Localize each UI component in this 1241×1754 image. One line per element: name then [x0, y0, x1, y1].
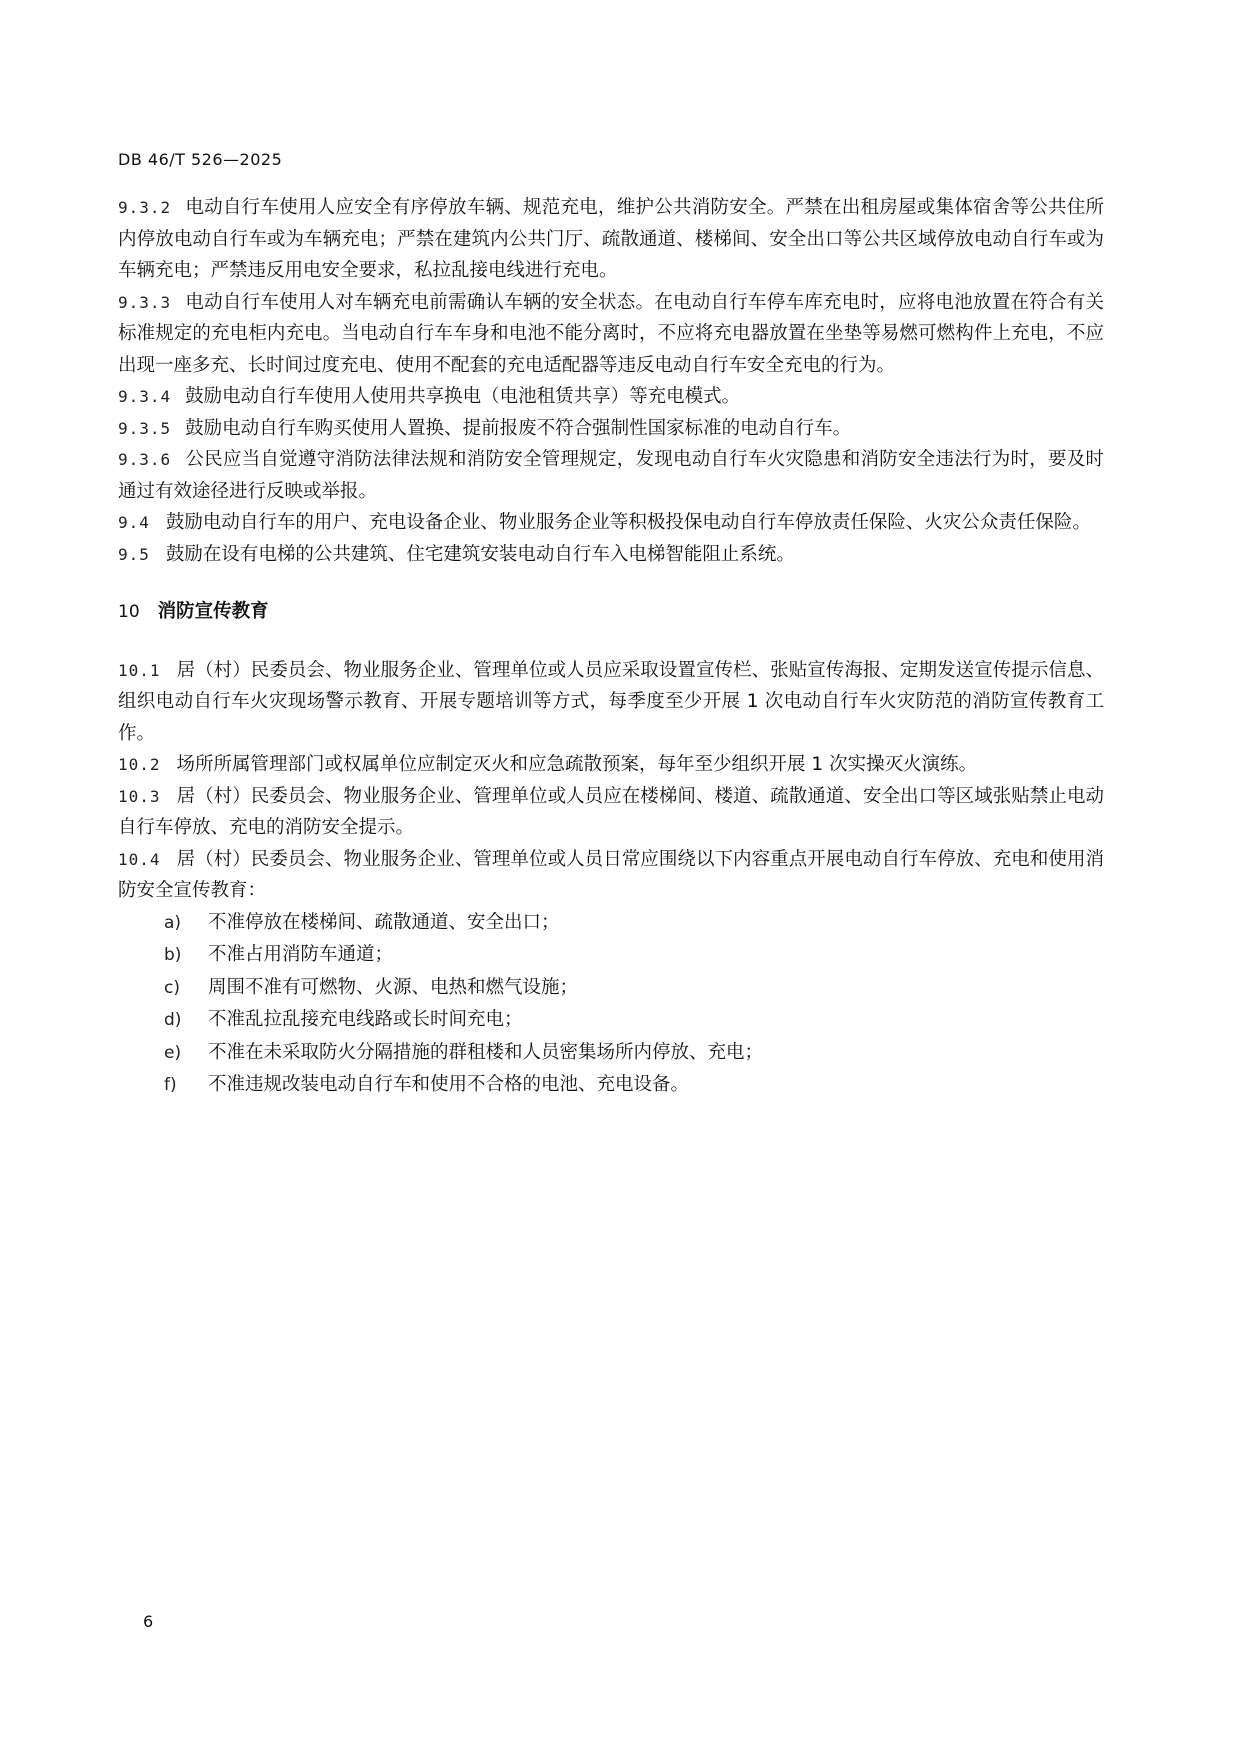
list-item-label: d): [164, 1010, 182, 1030]
clause-10-2: [118, 749, 1104, 781]
list-item: [164, 972, 1104, 1005]
clause-text: 居（村）民委员会、物业服务企业、管理单位或人员应采取设置宣传栏、张贴宣传海报、定期发送宣传提示信息、组织电动自行车火灾现场警示教育、开展专题培训等方式，每季度至少开展 1 次电动自行车火灾防范的消防宣传教育工作。: [118, 659, 1104, 744]
clause-text: 公民应当自觉遵守消防法律法规和消防安全管理规定，发现电动自行车火灾隐患和消防安全违法行为时，要及时通过有效途径进行反映或举报。: [118, 449, 1104, 502]
list-item: [164, 1069, 1104, 1102]
list-item-text: 不准停放在楼梯间、疏散通道、安全出口；: [208, 911, 560, 933]
clause-text: 鼓励电动自行车使用人使用共享换电（电池租赁共享）等充电模式。: [185, 386, 741, 407]
list-item-label: e): [164, 1042, 182, 1063]
list-item-text: 不准在未采取防火分隔措施的群租楼和人员密集场所内停放、充电；: [208, 1041, 764, 1063]
clause-9-4: [118, 507, 1104, 539]
clause-number: 9.3.5: [118, 418, 172, 438]
list-item: [164, 1037, 1104, 1070]
clause-number: 9.3.6: [118, 450, 172, 469]
clause-text: 居（村）民委员会、物业服务企业、管理单位或人员应在楼梯间、楼道、疏散通道、安全出口等区域张贴禁止电动自行车停放、充电的消防安全提示。: [118, 785, 1104, 838]
page-number: 6: [143, 1612, 154, 1631]
document-body: [118, 192, 1104, 1102]
clause-text: 鼓励在设有电梯的公共建筑、住宅建筑安装电动自行车入电梯智能阻止系统。: [165, 543, 795, 565]
clause-10-4: [118, 844, 1104, 907]
clause-text: 鼓励电动自行车购买使用人置换、提前报废不符合强制性国家标准的电动自行车。: [185, 417, 852, 439]
clause-9-5: [118, 539, 1104, 571]
list-item-text: 不准违规改装电动自行车和使用不合格的电池、充电设备。: [208, 1074, 690, 1095]
clause-text: 居（村）民委员会、物业服务企业、管理单位或人员日常应围绕以下内容重点开展电动自行车停放、充电和使用消防安全宣传教育：: [118, 848, 1104, 901]
list-item: [164, 1004, 1104, 1037]
clause-text: 鼓励电动自行车的用户、充电设备企业、物业服务企业等积极投保电动自行车停放责任保险、火灾公众责任保险。: [165, 512, 1091, 533]
clause-9-3-2: [118, 192, 1104, 287]
list-item-text: 周围不准有可燃物、火源、电热和燃气设施；: [208, 976, 579, 998]
document-code: DB 46/T 526—2025: [118, 150, 283, 169]
clause-number: 10.2: [118, 755, 161, 774]
list-item-label: a): [164, 912, 182, 933]
clause-number: 9.3.2: [118, 198, 172, 217]
clause-number: 10.4: [118, 849, 161, 869]
clause-number: 9.4: [118, 513, 150, 532]
clause-9-3-6: [118, 444, 1104, 507]
section-number: 10: [118, 602, 140, 622]
list-item-text: 不准占用消防车通道；: [208, 944, 394, 965]
clause-10-3: [118, 781, 1104, 844]
clause-number: 9.5: [118, 544, 150, 564]
clause-number: 9.3.4: [118, 387, 172, 406]
list-item-label: f): [164, 1075, 177, 1095]
clause-9-3-4: [118, 381, 1104, 413]
clause-text: 场所所属管理部门或权属单位应制定灭火和应急疏散预案，每年至少组织开展 1 次实操灭火演练。: [176, 754, 978, 775]
list-item-text: 不准乱拉乱接充电线路或长时间充电；: [208, 1009, 523, 1030]
requirement-list: [118, 907, 1104, 1102]
clause-text: 电动自行车使用人应安全有序停放车辆、规范充电，维护公共消防安全。严禁在出租房屋或集体宿舍等公共住所内停放电动自行车或为车辆充电；严禁在建筑内公共门厅、疏散通道、楼梯间、安全出口等公共区域停放电动自行车或为车辆充电；严禁违反用电安全要求，私拉乱接电线进行充电。: [118, 197, 1104, 281]
clause-number: 10.3: [118, 786, 161, 806]
section-title-text: 消防宣传教育: [157, 601, 269, 622]
clause-9-3-3: [118, 287, 1104, 382]
clause-number: 10.1: [118, 660, 161, 680]
list-item: [164, 939, 1104, 972]
section-heading: [118, 596, 1104, 629]
list-item-label: c): [164, 977, 180, 998]
list-item-label: b): [164, 945, 182, 965]
list-item: [164, 907, 1104, 940]
clause-9-3-5: [118, 413, 1104, 445]
clause-number: 9.3.3: [118, 292, 172, 312]
clause-text: 电动自行车使用人对车辆充电前需确认车辆的安全状态。在电动自行车停车库充电时，应将电池放置在符合有关标准规定的充电柜内充电。当电动自行车车身和电池不能分离时，不应将充电器放置在坐垫等易燃可燃构件上充电，不应出现一座多充、长时间过度充电、使用不配套的充电适配器等违反电动自行车安全充电的行为。: [118, 291, 1104, 376]
clause-10-1: [118, 655, 1104, 750]
